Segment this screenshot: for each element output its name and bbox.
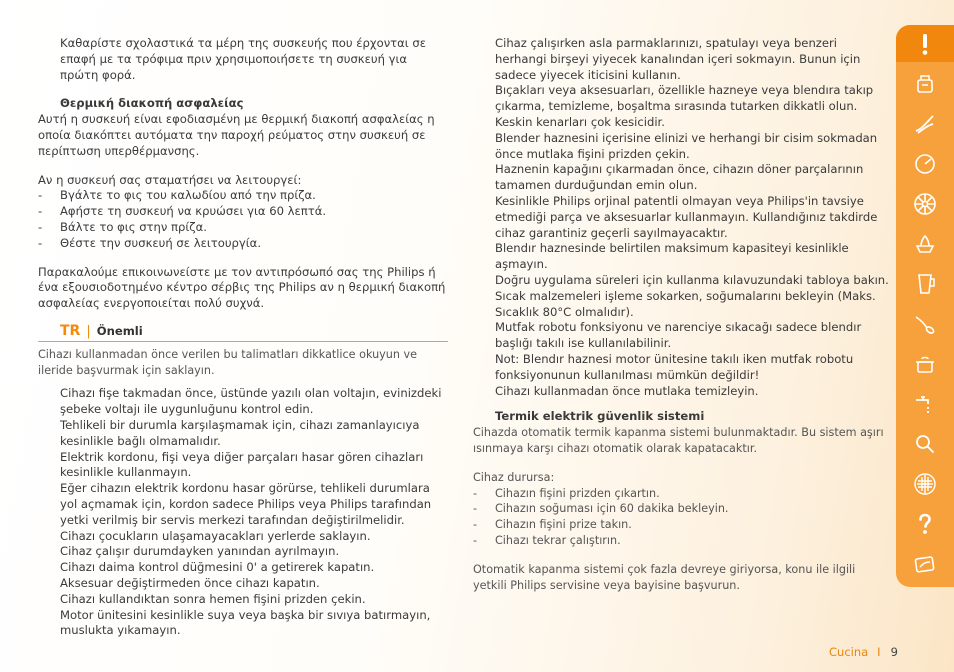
list-item: Tehlikeli bir durumla karşılaşmamak için, cihazı zamanlayıcıya kesinlikle bağlı olmamalıdır. (60, 417, 420, 448)
magnifier-icon[interactable] (896, 425, 954, 462)
stop-intro: Cihaz durursa: (473, 470, 555, 484)
list-item: - Cihazın soğuması için 60 dakika bekleyin. (473, 502, 729, 516)
grid-disc-icon[interactable] (896, 465, 954, 502)
list-item: - Θέστε την συσκευή σε λειτουργία. (38, 235, 262, 250)
footer-separator: I (877, 645, 881, 659)
fan-blade-icon[interactable] (896, 185, 954, 222)
tap-icon[interactable] (896, 385, 954, 422)
list-item: Aksesuar değiştirmeden önce cihazı kapatın. (60, 575, 320, 590)
list-item: Elektrik kordonu, fişi veya diğer parçaları hasar gören cihazları kesinlikle kullanmayın. (60, 449, 424, 480)
knife-blade-icon[interactable] (896, 105, 954, 142)
list-item: Haznenin kapağını çıkarmadan önce, cihazın döner parçalarının tamamen durduğundan emin olun. (495, 162, 864, 193)
language-code: TR (60, 322, 81, 339)
citrus-press-icon[interactable] (896, 225, 954, 262)
gr-intro: Καθαρίστε σχολαστικά τα μέρη της συσκευής που έρχονται σε επαφή με τα τρόφιμα πριν χρησιμοποιήσετε τη συσκευή για πρώτη φορά. (60, 36, 427, 82)
blender-jug-icon[interactable] (896, 265, 954, 302)
contact-text: Otomatik kapanma sistemi çok fazla devreye giriyorsa, konu ile ilgili yetkili Philips servisine veya bayisine başvurun. (473, 562, 856, 592)
tr-intro: Cihazı kullanmadan önce verilen bu talimatları dikkatlice okuyun ve ileride başvurmak için saklayın. (38, 347, 418, 377)
tr-warnings (38, 386, 448, 639)
thermal-text: Cihazda otomatik termik kapanma sistemi bulunmaktadır. Bu sistem aşırı ısınmaya karşı cihazı otomatik olarak kapatacaktır. (473, 426, 884, 455)
list-item: Doğru uygulama süreleri için kullanma kılavuzundaki tabloya bakın. (495, 272, 889, 287)
list-item: Eğer cihazın elektrik kordonu hasar görürse, tehlikeli durumlara yol açmamak için, kordon sadece Philips veya Philips tarafından yetki verilmiş bir servis merkezi tarafından değiştirilmelidir. (60, 481, 432, 527)
list-item: - Cihazın fişini prize takın. (473, 518, 632, 532)
section-header-tr (38, 324, 448, 342)
list-item: Cihaz çalışır durumdayken yanından ayrılmayın. (60, 544, 340, 559)
section-title: Önemli (96, 323, 143, 338)
list-item: - Cihazı tekrar çalıştırın. (473, 533, 621, 547)
thermal-title: Termik elektrik güvenlik sistemi (495, 409, 705, 424)
page-footer (829, 645, 898, 659)
list-item: Cihazı fişe takmadan önce, üstünde yazılı olan voltajın, evinizdeki şebeke voltajı ile uygunluğunu kontrol edin. (60, 386, 442, 417)
tr-warnings-cont (473, 36, 891, 399)
list-item: Cihaz çalışırken asla parmaklarınızı, spatulayı veya benzeri herhangi birşeyi yiyecek kanalından içeri sokmayın. Bunun için sadece yiyecek iticisini kullanın. (495, 36, 861, 82)
brand-name: Cucina (829, 645, 869, 659)
gr-thermal-title: Θερμική διακοπή ασφαλείας (60, 96, 244, 111)
question-icon[interactable] (896, 505, 954, 542)
list-item: - Cihazın fişini prizden çıkartın. (473, 486, 660, 500)
left-column (38, 36, 448, 639)
list-item: Bıçakları veya aksesuarları, özellikle hazneye veya blendıra takıp çıkarma, temizleme, boşaltma sırasında tutarken dikkatli olun. Keskin kenarları çok kesicidir. (495, 83, 874, 129)
gr-contact: Παρακαλούμε επικοινωνείστε με τον αντιπρόσωπό σας της Philips ή ένα εξουσιοδοτημένο κέντρο σέρβις της Philips αν η θερμική διακοπή ασφαλείας ενεργοποιείται πολύ συχνά. (38, 264, 446, 311)
list-item: Not: Blendır haznesi motor ünitesine takılı iken mutfak robotu fonksiyonunun kullanılması mümkün değildir! (495, 351, 854, 382)
list-item: Blender haznesini içerisine elinizi ve herhangi bir cisim sokmadan önce mutlaka fişini prizden çekin. (495, 130, 878, 161)
list-item: Cihazı daima kontrol düğmesini 0' a getirerek kapatın. (60, 560, 375, 575)
disc-icon[interactable] (896, 145, 954, 182)
list-item: Cihazı kullanmadan önce mutlaka temizleyin. (495, 383, 759, 398)
food-processor-icon[interactable] (896, 65, 954, 102)
list-item: - Βγάλτε το φις του καλωδίου από την πρίζα. (38, 188, 316, 203)
list-item: Sıcak malzemeleri işleme sokarken, soğumalarını bekleyin (Maks. Sıcaklık 80°C olmalıdır). (495, 288, 876, 319)
list-item: - Βάλτε το φις στην πρίζα. (38, 219, 207, 234)
separator: | (86, 323, 91, 339)
list-item: Motor ünitesini kesinlikle suya veya başka bir sıvıya batırmayın, muslukta yıkamayın. (60, 607, 431, 638)
list-item: Blendır haznesinde belirtilen maksimum kapasiteyi kesinlikle aşmayın. (495, 241, 849, 272)
gr-stop-intro: Αν η συσκευή σας σταματήσει να λειτουργεί: (38, 172, 302, 187)
list-item: - Αφήστε τη συσκευή να κρυώσει για 60 λεπτά. (38, 204, 327, 219)
list-item: Cihazı çocukların ulaşamayacakları yerlerde saklayın. (60, 528, 371, 543)
gr-thermal-text: Αυτή η συσκευή είναι εφοδιασμένη με θερμική διακοπή ασφαλείας η οποία διακόπτει αυτόματα την παροχή ρεύματος στην συσκευή σε περίπτωση υπερθέρμανσης. (38, 112, 435, 158)
list-item: Mutfak robotu fonksiyonu ve narenciye sıkacağı sadece blendır başlığı takılı ise kullanılabilinir. (495, 320, 862, 351)
right-column (473, 36, 891, 593)
list-item: Cihazı kullandıktan sonra hemen fişini prizden çekin. (60, 591, 366, 606)
whisk-icon[interactable] (896, 305, 954, 342)
chapter-sidebar (896, 25, 954, 587)
page-number: 9 (890, 645, 898, 659)
important-icon[interactable] (896, 25, 954, 62)
environment-icon[interactable] (896, 545, 954, 582)
list-item: Kesinlikle Philips orjinal patentli olmayan veya Philips'in tavsiye etmediği parça ve aksesuarlar kullanmayın. Kullandığınız takdirde cihaz garantiniz geçerli sayılmayacaktır. (495, 193, 878, 240)
recipe-pot-icon[interactable] (896, 345, 954, 382)
